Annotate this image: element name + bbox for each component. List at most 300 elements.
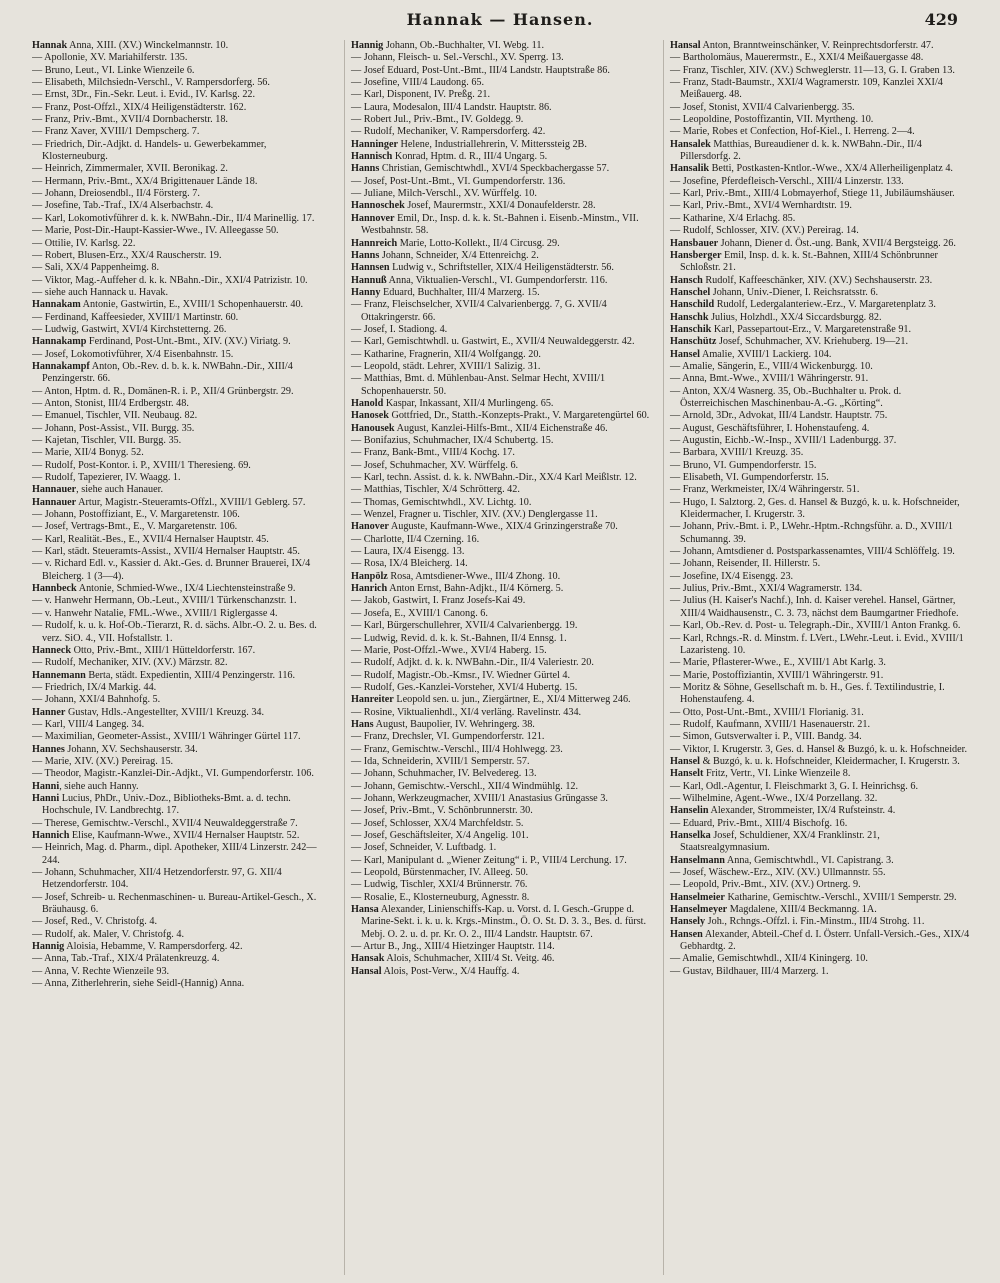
- entry-details: Antonie, Gastwirtin, E., XVIII/1 Schopenhauerstr. 40.: [80, 299, 304, 311]
- entry-details: — Karl, Lokomotivführer d. k. k. NWBahn.-Dir., II/4 Marinellig. 17.: [32, 212, 315, 224]
- directory-entry: [32, 694, 334, 706]
- entry-details: — Ida, Schneiderin, XVIII/1 Semperstr. 57.: [351, 755, 530, 767]
- entry-details: Marie, Lotto-Kollekt., II/4 Circusg. 29.: [397, 237, 560, 249]
- directory-entry: [351, 583, 653, 595]
- entry-details: — Anton, Stonist, III/4 Erdbergstr. 48.: [32, 397, 189, 409]
- directory-entry: [670, 361, 972, 373]
- entry-surname: Hanold: [351, 397, 384, 409]
- entry-surname: Hannisch: [351, 151, 393, 163]
- entry-surname: Hansal: [670, 40, 701, 51]
- entry-surname: Hansalik: [670, 163, 710, 175]
- entry-details: Katharine, Gemischtw.-Verschl., XVIII/1 Semperstr. 29.: [724, 891, 957, 903]
- entry-details: Anton, Branntweinschänker, V. Reinprechtsdorferstr. 47.: [700, 40, 934, 51]
- entry-details: — Viktor, I. Krugerstr. 3, Ges. d. Hansel & Buzgó, k. u. k. Hofschneider.: [670, 743, 968, 755]
- directory-entry: [351, 114, 653, 126]
- directory-entry: [351, 657, 653, 669]
- directory-entry: [351, 77, 653, 89]
- entry-details: — v. Hanwehr Hermann, Ob.-Leut., XVIII/1 Türkenschanzstr. 1.: [32, 595, 297, 607]
- entry-surname: Hanselka: [670, 830, 711, 841]
- directory-entry: [670, 386, 972, 411]
- entry-details: — Josef, Schuhmacher, XV. Würffelg. 6.: [351, 459, 519, 471]
- entry-details: — Kajetan, Tischler, VII. Burgg. 35.: [32, 435, 182, 446]
- entry-details: — Josef, I. Stadiong. 4.: [351, 323, 448, 335]
- entry-surname: Hannbeck: [32, 583, 77, 595]
- entry-details: Gottfried, Dr., Statth.-Konzepts-Prakt., V. Margaretengürtel 60.: [388, 410, 650, 422]
- entry-details: — Johann, Schuhmacher, XII/4 Hetzendorferstr. 97, G. XII/4 Hetzendorferstr. 104.: [32, 867, 282, 891]
- directory-entry: [351, 151, 653, 163]
- entry-surname: Hanreiter: [351, 694, 394, 706]
- entry-surname: Hanns: [351, 163, 380, 175]
- directory-entry: [32, 509, 334, 521]
- entry-surname: Hannich: [32, 830, 70, 841]
- directory-entry: [32, 275, 334, 287]
- entry-details: Emil, Dr., Insp. d. k. k. St.-Bahnen i. Eisenb.-Minstm., VII. Westbahnstr. 58.: [361, 212, 639, 237]
- directory-entry: [670, 373, 972, 385]
- entry-details: — Karl, Priv.-Bmt., XIII/4 Lobmayerhof, Stiege 11, Jubiläumshäuser.: [670, 188, 955, 200]
- column-right: [663, 40, 972, 1275]
- entry-details: — Sali, XX/4 Pappenheimg. 8.: [32, 262, 160, 274]
- entry-details: — Johann, Post-Assist., VII. Burgg. 35.: [32, 422, 195, 434]
- entry-details: Josef, Schuhmacher, XV. Kriehuberg. 19—21.: [716, 336, 909, 348]
- directory-entry: [32, 225, 334, 237]
- entry-details: Elise, Kaufmann-Wwe., XVII/4 Hernalser Hauptstr. 52.: [69, 830, 300, 841]
- entry-details: — Josef, Schneider, V. Luftbadg. 1.: [351, 842, 497, 854]
- directory-columns: [32, 40, 972, 1275]
- directory-entry: [32, 361, 334, 386]
- entry-surname: Hannig: [32, 941, 65, 953]
- entry-details: — Franz Xaver, XVIII/1 Dempscherg. 7.: [32, 126, 200, 138]
- entry-details: — Bonifazius, Schuhmacher, IX/4 Schubertg. 15.: [351, 435, 554, 446]
- entry-details: & Buzgó, k. u. k. Hofschneider, Kleidermacher, I. Krugerstr. 3.: [700, 755, 960, 767]
- directory-entry: [351, 349, 653, 361]
- directory-entry: [32, 620, 334, 645]
- entry-details: — Franz, Stadt-Baumstr., XXI/4 Wagramerstr. 109, Kanzlei XXI/4 Meißauerg. 48.: [670, 77, 943, 101]
- directory-entry: [32, 349, 334, 361]
- directory-entry: [32, 312, 334, 324]
- directory-entry: [351, 941, 653, 953]
- directory-entry: [32, 398, 334, 410]
- directory-entry: [32, 867, 334, 892]
- entry-surname: Hanschütz: [670, 336, 717, 348]
- directory-entry: [351, 768, 653, 780]
- entry-details: Magdalene, XIII/4 Beckmanng. 1A.: [727, 904, 877, 916]
- entry-details: Aloisia, Hebamme, V. Rampersdorferg. 42.: [64, 941, 243, 953]
- entry-details: — Karl, Realität.-Bes., E., XVII/4 Hernalser Hauptstr. 45.: [32, 533, 269, 545]
- entry-surname: Hanselt: [670, 768, 704, 780]
- entry-details: — Rosine, Viktualienhdl., XI/4 verläng. Ravelinstr. 434.: [351, 706, 582, 718]
- entry-surname: Hanschild: [670, 299, 715, 311]
- entry-details: — Marie, XII/4 Bonyg. 52.: [32, 447, 144, 459]
- directory-entry: [32, 657, 334, 669]
- directory-entry: [670, 571, 972, 583]
- entry-details: — Ludwig, Tischler, XXI/4 Brünnerstr. 76.: [351, 879, 528, 891]
- entry-details: — Anton, Hptm. d. R., Domänen-R. i. P., XII/4 Grünbergstr. 29.: [32, 385, 294, 397]
- directory-entry: [351, 89, 653, 101]
- entry-details: — Josef Eduard, Post-Unt.-Bmt., III/4 Landstr. Hauptstraße 86.: [351, 64, 610, 76]
- entry-surname: Hansberger: [670, 249, 722, 261]
- entry-details: — Josef, Schlosser, XX/4 Marchfeldstr. 5.: [351, 817, 524, 829]
- directory-entry: [351, 867, 653, 879]
- entry-details: — Josef, Geschäftsleiter, X/4 Angelig. 101.: [351, 830, 529, 841]
- directory-entry: [670, 200, 972, 212]
- directory-entry: [32, 102, 334, 114]
- entry-details: Alois, Post-Verw., X/4 Hauffg. 4.: [381, 965, 520, 977]
- directory-entry: [32, 670, 334, 682]
- directory-entry: [32, 793, 334, 818]
- entry-details: — Karl, Ob.-Rev. d. Post- u. Telegraph.-Dir., XVIII/1 Anton Frankg. 6.: [670, 620, 961, 632]
- entry-details: — Anna, V. Rechte Wienzeile 93.: [32, 965, 170, 977]
- directory-entry: [351, 262, 653, 274]
- directory-entry: [670, 336, 972, 348]
- directory-entry: [32, 941, 334, 953]
- entry-details: — Rudolf, k. u. k. Hof-Ob.-Tierarzt, R. d. sächs. Albr.-O. 2. u. Bes. d. verz. SiO. 4., VII. Hofstallstr. 1.: [32, 620, 317, 644]
- directory-entry: [351, 793, 653, 805]
- entry-details: — Josefine, IX/4 Eisengg. 23.: [670, 570, 794, 582]
- entry-details: — Josefine, Pferdefleisch-Verschl., XIII/4 Linzerstr. 133.: [670, 175, 904, 187]
- entry-details: Auguste, Kaufmann-Wwe., XIX/4 Grinzingerstraße 70.: [388, 521, 618, 533]
- directory-entry: [351, 188, 653, 200]
- entry-surname: Hannakampf: [32, 360, 90, 372]
- directory-entry: [32, 287, 334, 299]
- directory-entry: [351, 65, 653, 77]
- entry-details: — Bartholomäus, Mauerermstr., E., XXI/4 Meißauergasse 48.: [670, 52, 924, 64]
- entry-details: — Franz, Fleischselcher, XVII/4 Calvarienbergg. 7, G. XVII/4 Ottakringerstr. 66.: [351, 299, 607, 323]
- entry-surname: Hannover: [351, 212, 395, 224]
- entry-details: — Eduard, Priv.-Bmt., XIII/4 Bischofg. 16.: [670, 817, 848, 829]
- directory-entry: [351, 879, 653, 891]
- entry-details: — Wenzel, Fragner u. Tischler, XIV. (XV.) Denglergasse 11.: [351, 509, 598, 521]
- entry-details: — Robert, Blusen-Erz., XX/4 Rauscherstr. 19.: [32, 249, 222, 261]
- directory-entry: [351, 904, 653, 941]
- directory-entry: [32, 645, 334, 657]
- directory-entry: [670, 287, 972, 299]
- entry-details: — Franz, Werkmeister, IX/4 Währingerstr. 51.: [670, 484, 860, 496]
- column-left: [32, 40, 334, 1275]
- entry-details: — Johann, Reisender, II. Hillerstr. 5.: [670, 558, 821, 570]
- directory-entry: [32, 40, 334, 52]
- entry-surname: Hanns: [351, 249, 380, 261]
- directory-entry: [351, 460, 653, 472]
- directory-entry: [670, 176, 972, 188]
- entry-details: — Marie, Postoffiziantin, XVIII/1 Währingerstr. 91.: [670, 669, 884, 681]
- entry-details: — Karl, Odl.-Agentur, I. Fleischmarkt 3, G. I. Heinrichsg. 6.: [670, 780, 919, 792]
- directory-entry: [351, 892, 653, 904]
- entry-details: — v. Hanwehr Natalie, FML.-Wwe., XVIII/1 Riglergasse 4.: [32, 607, 278, 619]
- entry-details: Anna, XIII. (XV.) Winckelmannstr. 10.: [67, 40, 229, 51]
- directory-entry: [670, 879, 972, 891]
- entry-surname: Hanousek: [351, 422, 395, 434]
- directory-entry: [670, 904, 972, 916]
- entry-details: — Rudolf, ak. Maler, V. Christofg. 4.: [32, 928, 185, 940]
- entry-details: — Johann, Werkzeugmacher, XVIII/1 Anastasius Grüngasse 3.: [351, 792, 608, 804]
- directory-entry: [670, 558, 972, 570]
- entry-details: Betti, Postkasten-Kntlor.-Wwe., XX/4 Allerheiligenplatz 4.: [709, 163, 953, 175]
- directory-entry: [32, 818, 334, 830]
- entry-details: — August, Geschäftsführer, I. Hohenstaufeng. 4.: [670, 422, 870, 434]
- entry-details: — Jakob, Gastwirt, I. Franz Josefs-Kai 49.: [351, 595, 526, 607]
- directory-entry: [32, 213, 334, 225]
- directory-entry: [32, 410, 334, 422]
- entry-surname: Hannoschek: [351, 200, 405, 212]
- entry-details: — Theodor, Magistr.-Kanzlei-Dir.-Adjkt., VI. Gumpendorferstr. 106.: [32, 768, 314, 780]
- directory-entry: [670, 126, 972, 138]
- entry-surname: Hanschk: [670, 311, 709, 323]
- directory-entry: [670, 472, 972, 484]
- entry-details: Lucius, PhDr., Univ.-Doz., Bibliotheks-Bmt. a. d. techn. Hochschule, IV. Landbrechtg. 17.: [42, 792, 291, 817]
- directory-entry: [351, 361, 653, 373]
- entry-surname: Hanninger: [351, 138, 398, 150]
- entry-details: — Rudolf, Schlosser, XIV. (XV.) Pereirag. 14.: [670, 225, 859, 237]
- entry-details: — Johann, Fleisch- u. Sel.-Verschl., XV. Sperrg. 13.: [351, 52, 564, 64]
- entry-details: Matthias, Bureaudiener d. k. k. NWBahn.-Dir., II/4 Pillersdorfg. 2.: [680, 138, 922, 163]
- directory-entry: [670, 213, 972, 225]
- directory-entry: [351, 805, 653, 817]
- directory-entry: [670, 929, 972, 954]
- entry-details: — Wilhelmine, Agent.-Wwe., IX/4 Porzellang. 32.: [670, 792, 878, 804]
- entry-details: — Johann, Gemischtw.-Verschl., XII/4 Windmühlg. 12.: [351, 780, 579, 792]
- directory-entry: [32, 65, 334, 77]
- directory-entry: [351, 40, 653, 52]
- entry-details: Johann, Ob.-Buchhalter, VI. Webg. 11.: [383, 40, 544, 51]
- entry-surname: Hanselin: [670, 805, 709, 817]
- entry-details: — Matthias, Tischler, X/4 Schrötterg. 42.: [351, 484, 520, 496]
- entry-surname: Hansel: [670, 348, 701, 360]
- entry-details: — Anna, Tab.-Traf., XIX/4 Prälatenkreuzg. 4.: [32, 953, 220, 965]
- entry-details: Emil, Insp. d. k. k. St.-Bahnen, XIII/4 Schönbrunner Schloßstr. 21.: [680, 249, 938, 274]
- entry-details: — Maximilian, Geometer-Assist., XVIII/1 Währinger Gürtel 117.: [32, 731, 301, 743]
- entry-details: — Karl, VIII/4 Langeg. 34.: [32, 718, 145, 730]
- directory-entry: [32, 978, 334, 990]
- directory-entry: [351, 447, 653, 459]
- entry-details: Berta, städt. Expedientin, XIII/4 Penzingerstr. 116.: [85, 669, 296, 681]
- entry-details: — Karl, Bürgerschullehrer, XVII/4 Calvarienbergg. 19.: [351, 620, 578, 632]
- directory-entry: [670, 484, 972, 496]
- entry-details: Rosa, Amtsdiener-Wwe., III/4 Zhong. 10.: [387, 570, 561, 582]
- directory-entry: [351, 682, 653, 694]
- entry-details: Rudolf, Kaffeeschänker, XIV. (XV.) Sechshauserstr. 23.: [702, 274, 933, 286]
- directory-entry: [670, 312, 972, 324]
- directory-entry: [351, 670, 653, 682]
- directory-entry: [32, 188, 334, 200]
- entry-details: — Katharine, X/4 Erlachg. 85.: [670, 212, 796, 224]
- entry-details: — v. Richard Edl. v., Kassier d. Akt.-Ges. d. Brunner Brauerei, IX/4 Bleicherg. 1 (3—4).: [32, 558, 311, 582]
- directory-entry: [351, 620, 653, 632]
- directory-entry: [351, 534, 653, 546]
- directory-entry: [32, 892, 334, 917]
- entry-details: — Therese, Gemischtw.-Verschl., XVII/4 Neuwaldeggerstraße 7.: [32, 817, 298, 829]
- entry-details: — Josefine, Tab.-Traf., IX/4 Alserbachstr. 4.: [32, 200, 214, 212]
- directory-entry: [351, 744, 653, 756]
- entry-details: — Elisabeth, VI. Gumpendorferstr. 15.: [670, 472, 829, 484]
- directory-entry: [351, 373, 653, 398]
- entry-details: — Franz, Gemischtw.-Verschl., III/4 Hohlwegg. 23.: [351, 743, 563, 755]
- page-number: 429: [924, 10, 958, 29]
- entry-details: — Bruno, Leut., VI. Linke Wienzeile 6.: [32, 64, 195, 76]
- entry-details: — Barbara, XVIII/1 Kreuzg. 35.: [670, 447, 804, 459]
- directory-entry: [32, 89, 334, 101]
- entry-details: — Rudolf, Kaufmann, XVIII/1 Hasenauerstr. 21.: [670, 718, 871, 730]
- entry-details: — Leopold, Priv.-Bmt., XIV. (XV.) Ortnerg. 9.: [670, 879, 861, 891]
- entry-details: — Josefine, VIII/4 Laudong. 65.: [351, 77, 485, 89]
- directory-entry: [32, 595, 334, 607]
- directory-entry: [351, 163, 653, 175]
- directory-entry: [32, 386, 334, 398]
- entry-details: — Rudolf, Tapezierer, IV. Waagg. 1.: [32, 472, 181, 484]
- directory-entry: [670, 657, 972, 669]
- entry-details: Alexander, Abteil.-Chef d. I. Österr. Unfall-Versich.-Ges., XIX/4 Gebhardtg. 2.: [680, 928, 970, 953]
- directory-entry: [351, 275, 653, 287]
- entry-details: Karl, Passepartout-Erz., V. Margaretenstraße 91.: [711, 323, 912, 335]
- entry-details: — Rudolf, Mechaniker, V. Rampersdorferg. 42.: [351, 126, 546, 138]
- directory-entry: [670, 40, 972, 52]
- directory-entry: [351, 509, 653, 521]
- entry-surname: Hanrich: [351, 583, 388, 595]
- entry-details: — Franz, Tischler, XIV. (XV.) Schweglerstr. 11—13, G. I. Graben 13.: [670, 64, 955, 76]
- entry-surname: Hanosek: [351, 410, 389, 422]
- directory-entry: [670, 867, 972, 879]
- entry-details: — Johann, Priv.-Bmt. i. P., LWehr.-Hptm.-Rchngsführ. a. D., XVIII/1 Schumanng. 39.: [670, 521, 953, 545]
- directory-entry: [670, 892, 972, 904]
- entry-details: — Heinrich, Mag. d. Pharm., dipl. Apotheker, XIII/4 Linzerstr. 242—244.: [32, 842, 317, 866]
- entry-details: Christian, Gemischtwhdl., XVI/4 Speckbachergasse 57.: [379, 163, 610, 175]
- directory-entry: [670, 707, 972, 719]
- entry-details: Johann, XV. Sechshauserstr. 34.: [64, 743, 198, 755]
- entry-details: — Franz, Drechsler, VI. Gumpendorferstr. 121.: [351, 731, 545, 743]
- directory-entry: [670, 299, 972, 311]
- directory-entry: [351, 830, 653, 842]
- entry-details: — Artur B., Jng., XIII/4 Hietzinger Hauptstr. 114.: [351, 941, 555, 953]
- directory-entry: [670, 793, 972, 805]
- directory-entry: [670, 497, 972, 522]
- entry-surname: Hansalek: [670, 138, 711, 150]
- directory-entry: [32, 472, 334, 484]
- entry-details: — Karl, techn. Assist. d. k. k. NWBahn.-Dir., XX/4 Karl Meißlstr. 12.: [351, 472, 637, 484]
- directory-entry: [32, 707, 334, 719]
- directory-entry: [351, 694, 653, 706]
- directory-entry: [351, 645, 653, 657]
- directory-entry: [32, 435, 334, 447]
- entry-details: — Friedrich, IX/4 Markig. 44.: [32, 681, 157, 693]
- page-title: Hannak — Hansen.: [406, 10, 594, 29]
- entry-surname: Hansbauer: [670, 237, 719, 249]
- directory-entry: [351, 855, 653, 867]
- directory-entry: [32, 77, 334, 89]
- page-header: [30, 10, 970, 36]
- directory-entry: [670, 805, 972, 817]
- column-middle: [344, 40, 653, 1275]
- directory-entry: [32, 842, 334, 867]
- directory-entry: [32, 126, 334, 138]
- directory-entry: [351, 595, 653, 607]
- directory-entry: [670, 830, 972, 855]
- directory-entry: [351, 608, 653, 620]
- entry-surname: Hanover: [351, 521, 389, 533]
- entry-details: — Rudolf, Post-Kontor. i. P., XVIII/1 Theresieng. 69.: [32, 459, 251, 471]
- entry-details: — Elisabeth, Milchsiedn-Verschl., V. Rampersdorferg. 56.: [32, 77, 270, 89]
- entry-details: Helene, Industriallehrerin, V. Mitterssteig 2B.: [397, 138, 587, 150]
- entry-details: — Marie, Robes et Confection, Hof-Kiel., I. Herreng. 2—4.: [670, 126, 915, 138]
- entry-surname: Hansen: [670, 928, 703, 940]
- directory-entry: [351, 633, 653, 645]
- entry-details: — Josef, Red., V. Christofg. 4.: [32, 916, 157, 928]
- entry-surname: Hanschik: [670, 323, 712, 335]
- entry-details: August, Kanzlei-Hilfs-Bmt., XII/4 Eichenstraße 46.: [394, 422, 608, 434]
- entry-details: — Bruno, VI. Gumpendorferstr. 15.: [670, 459, 817, 471]
- entry-details: — Johann, Postoffiziant, E., V. Margaretenstr. 106.: [32, 509, 240, 521]
- directory-entry: [351, 299, 653, 324]
- directory-entry: [32, 521, 334, 533]
- directory-entry: [351, 781, 653, 793]
- entry-details: — Johann, XXI/4 Bahnhofg. 5.: [32, 694, 161, 706]
- entry-details: — Simon, Gutsverwalter i. P., VIII. Bandg. 34.: [670, 731, 862, 743]
- entry-surname: Hannsen: [351, 262, 390, 274]
- entry-details: August, Baupolier, IV. Wehringerg. 38.: [373, 718, 535, 730]
- entry-details: Josef, Schuldiener, XX/4 Franklinstr. 21, Staatsrealgymnasium.: [680, 830, 880, 854]
- directory-entry: [32, 756, 334, 768]
- entry-details: — Robert Jul., Priv.-Bmt., IV. Goldegg. 9.: [351, 114, 524, 126]
- directory-entry: [32, 744, 334, 756]
- entry-details: — Josef, Post-Unt.-Bmt., VI. Gumpendorferstr. 136.: [351, 175, 566, 187]
- directory-entry: [351, 521, 653, 533]
- directory-entry: [670, 52, 972, 64]
- directory-entry: [351, 818, 653, 830]
- entry-details: — Hugo, I. Salztorg. 2, Ges. d. Hansel & Buzgó, k. u. k. Hofschneider, Kleidermacher, I. Krugerstr. 3.: [670, 496, 960, 521]
- entry-surname: Hansel: [670, 755, 701, 767]
- entry-details: — Anton, XX/4 Wasnerg. 35, Ob.-Buchhalter u. Prok. d. Österreichischen Maschinenbau-A.-G. „Körting“.: [670, 385, 902, 409]
- entry-details: Eduard, Buchhalter, III/4 Marzerg. 15.: [380, 286, 540, 298]
- entry-surname: Hannreich: [351, 237, 398, 249]
- directory-entry: [670, 435, 972, 447]
- entry-surname: Hannauer: [32, 496, 77, 508]
- directory-entry: [670, 953, 972, 965]
- directory-entry: [32, 163, 334, 175]
- entry-details: Antonie, Schmied-Wwe., IX/4 Liechtensteinstraße 9.: [76, 583, 296, 595]
- directory-entry: [670, 781, 972, 793]
- directory-entry: [351, 398, 653, 410]
- directory-entry: [32, 731, 334, 743]
- directory-entry: [351, 139, 653, 151]
- entry-surname: Hannakamp: [32, 336, 87, 348]
- directory-entry: [670, 114, 972, 126]
- directory-entry: [670, 423, 972, 435]
- entry-surname: Hanselmeier: [670, 891, 725, 903]
- entry-details: — Ernst, 3Dr., Fin.-Sekr. Leut. i. Evid., IV. Karlsg. 22.: [32, 89, 256, 101]
- entry-surname: Hanschel: [670, 286, 711, 298]
- entry-details: , siehe auch Hanny.: [59, 780, 139, 792]
- directory-entry: [32, 324, 334, 336]
- entry-details: — Josefa, E., XVIII/1 Canong. 6.: [351, 607, 488, 619]
- entry-details: — Laura, IX/4 Eisengg. 13.: [351, 546, 465, 558]
- directory-entry: [32, 52, 334, 64]
- directory-entry: [670, 447, 972, 459]
- directory-entry: [670, 719, 972, 731]
- directory-entry: [32, 497, 334, 509]
- entry-details: — Apollonie, XV. Mariahilferstr. 135.: [32, 52, 188, 64]
- directory-entry: [32, 200, 334, 212]
- entry-details: Anna, Viktualien-Verschl., VI. Gumpendorferstr. 116.: [386, 274, 608, 286]
- entry-details: — Leopoldine, Postoffizantin, VII. Myrtheng. 10.: [670, 114, 874, 126]
- directory-entry: [670, 139, 972, 164]
- directory-entry: [351, 756, 653, 768]
- entry-details: Julius, Holzhdl., XX/4 Siccardsburgg. 82.: [708, 311, 882, 323]
- entry-details: Josef, Maurermstr., XXI/4 Donaufelderstr. 28.: [404, 200, 596, 212]
- entry-details: — Karl, städt. Steueramts-Assist., XVII/4 Hernalser Hauptstr. 45.: [32, 546, 300, 558]
- directory-entry: [351, 497, 653, 509]
- entry-details: Alexander, Strommeister, IX/4 Rufsteinstr. 4.: [708, 805, 896, 817]
- entry-details: — Karl, Disponent, IV. Preßg. 21.: [351, 89, 491, 101]
- directory-entry: [670, 682, 972, 707]
- entry-details: Joh., Rchngs.-Offzl. i. Fin.-Minstm., III/4 Strohg. 11.: [705, 916, 925, 928]
